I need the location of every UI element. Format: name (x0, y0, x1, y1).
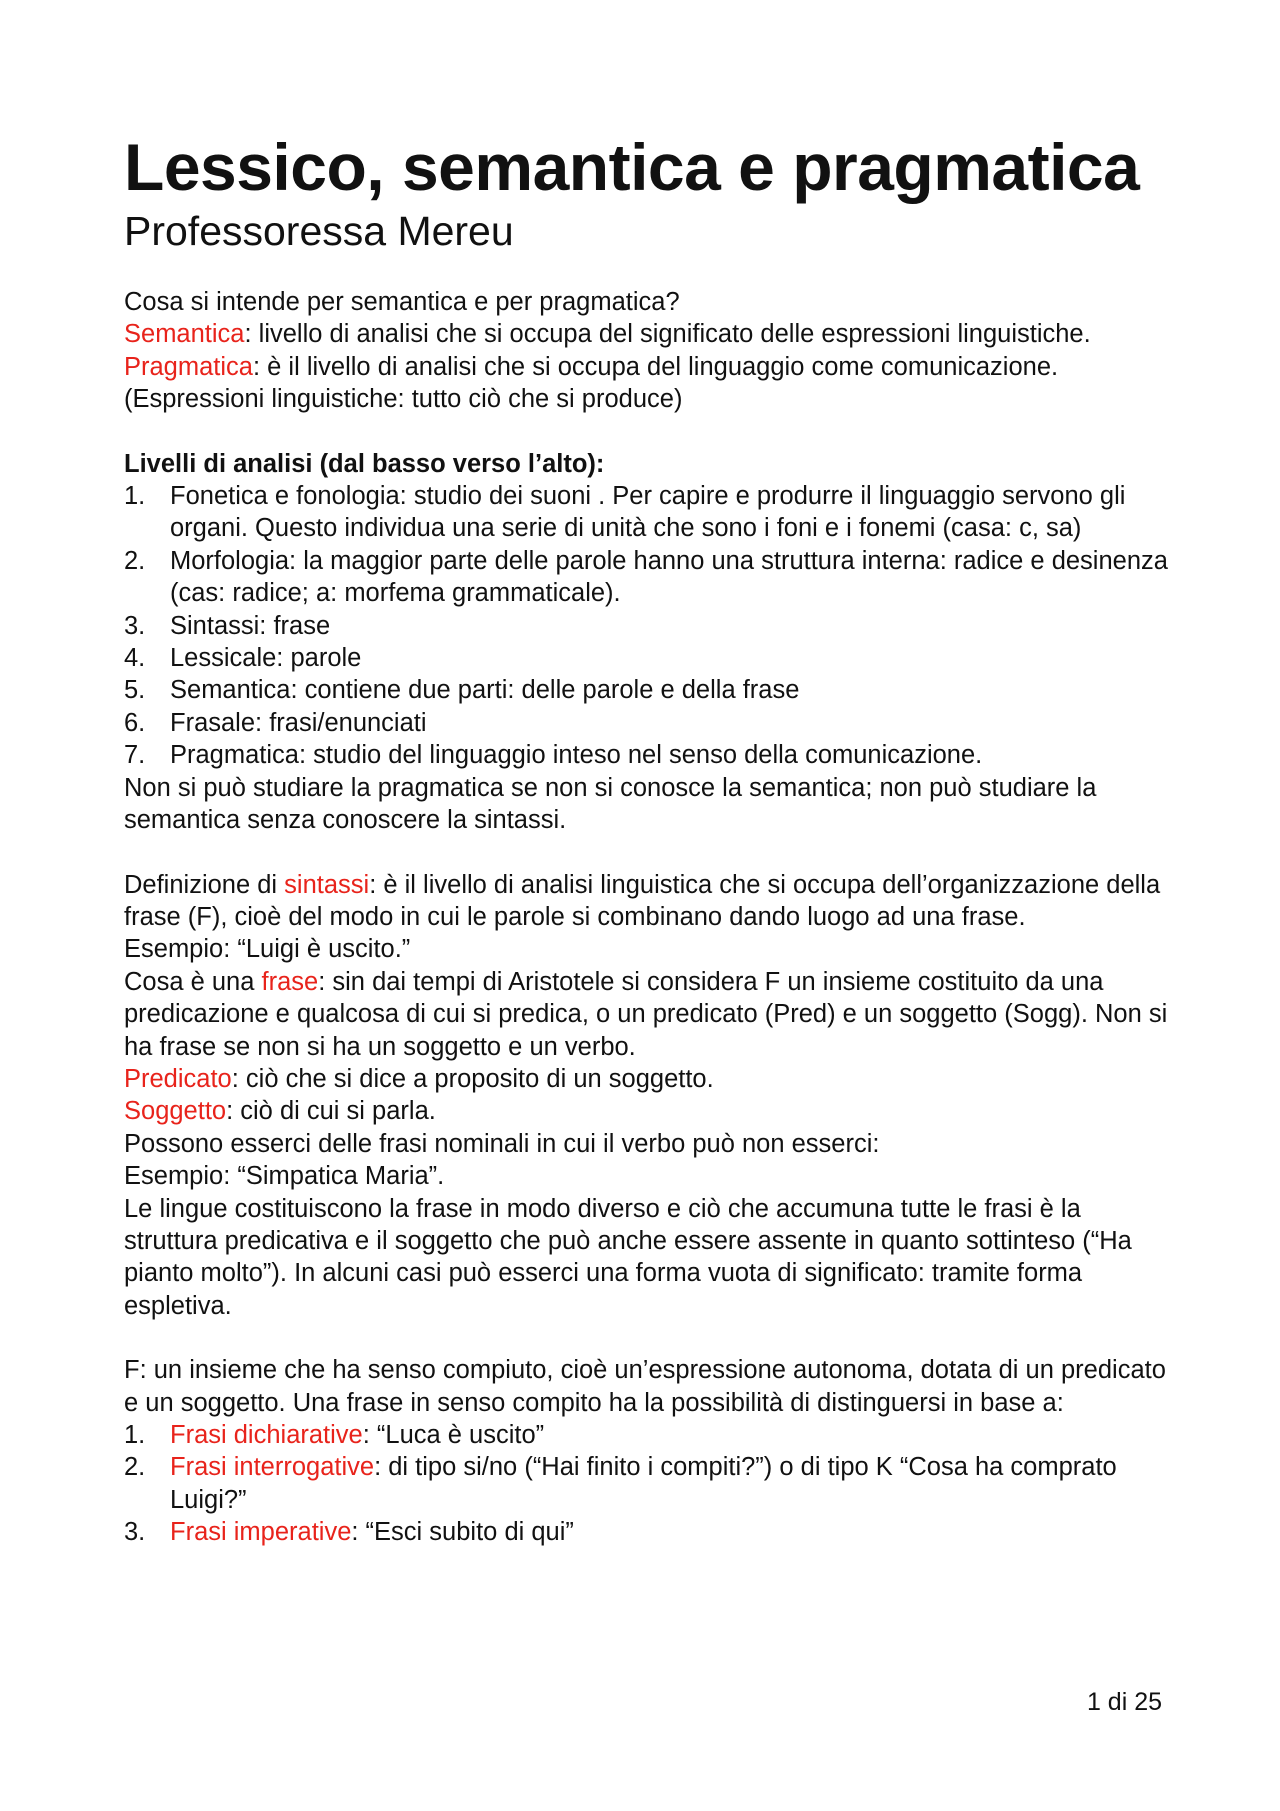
list-item: 3. Sintassi: frase (124, 611, 331, 640)
frasi-nominali: Possono esserci delle frasi nominali in cui il verbo può non esserci: (124, 1129, 880, 1158)
pragmatica-definition (124, 351, 1174, 383)
frase-definition: Cosa è una frase: sin dai tempi di Aristotele si considera F un insieme costituito da una predicazione e qualcosa di cui si predica, o un predicato (Pred) e un soggetto (Sogg). Non si ha frase se non si ha un soggetto e un verbo. (124, 967, 1168, 1061)
espressioni-note: (Espressioni linguistiche: tutto ciò che si produce) (124, 385, 683, 414)
intro-question: Cosa si intende per semantica e per pragmatica? (124, 288, 680, 316)
page-number: 1 di 25 (1086, 1688, 1162, 1716)
list-item: 5. Semantica: contiene due parti: delle parole e della frase (124, 676, 800, 705)
semantica-text: : livello di analisi che si occupa del significato delle espressioni linguistiche. (244, 320, 1091, 349)
list-item: 2. Morfologia: la maggior parte delle parole hanno una struttura interna: radice e desinenza (cas: radice; a: morfema grammaticale). (124, 546, 1168, 608)
page-content (124, 128, 1174, 1549)
example-simpatica: Esempio: “Simpatica Maria”. (124, 1162, 445, 1191)
list-item: 3. Frasi imperative: “Esci subito di qui” (124, 1518, 574, 1547)
predicato-definition: Predicato: ciò che si dice a proposito di un soggetto. (124, 1064, 714, 1093)
predicato-term: Predicato (124, 1064, 232, 1093)
soggetto-definition: Soggetto: ciò di cui si parla. (124, 1097, 436, 1126)
semantica-term: Semantica (124, 320, 245, 349)
list-item: 1. Fonetica e fonologia: studio dei suoni . Per capire e produrre il linguaggio servono gli organi. Questo individua una serie di unità che sono i foni e i fonemi (casa: c, sa) (124, 482, 1126, 543)
frasi-types-list (124, 1419, 1174, 1549)
list-item: 2. Frasi interrogative: di tipo si/no (“Hai finito i compiti?”) o di tipo K “Cosa ha comprato Luigi?” (124, 1453, 1117, 1514)
livelli-heading: Livelli di analisi (dal basso verso l’alto): (124, 449, 605, 478)
list-item: 1. Frasi dichiarative: “Luca è uscito” (124, 1421, 545, 1449)
livelli-conclusion: Non si può studiare la pragmatica se non si conosce la semantica; non può studiare la semantica senza conoscere la sintassi. (124, 773, 1097, 835)
pragmatica-term: Pragmatica (124, 352, 253, 381)
frase-term: frase (261, 967, 319, 996)
livelli-list (124, 480, 1174, 772)
f-definition: F: un insieme che ha senso compiuto, cioè un’espressione autonoma, dotata di un predicato e un soggetto. Una frase in senso compito ha la possibilità di distinguersi in base a: (124, 1356, 1166, 1417)
list-item: 4. Lessicale: parole (124, 644, 362, 673)
semantica-definition (124, 318, 1174, 350)
list-item: 7. Pragmatica: studio del linguaggio inteso nel senso della comunicazione. (124, 741, 983, 770)
lingue-paragraph: Le lingue costituiscono la frase in modo diverso e ciò che accumuna tutte le frasi è la struttura predicativa e il soggetto che può anche essere assente in quanto sottinteso (“Ha pianto molto”). In alcuni casi può esserci una forma vuota di significato: tramite forma espletiva. (124, 1194, 1132, 1320)
page-subtitle: Professoressa Mereu (124, 208, 514, 254)
example-luigi: Esempio: “Luigi è uscito.” (124, 935, 411, 964)
list-item: 6. Frasale: frasi/enunciati (124, 708, 427, 737)
page-title: Lessico, semantica e pragmatica (124, 130, 1140, 204)
sintassi-term: sintassi (284, 870, 370, 899)
sintassi-definition: Definizione di sintassi: è il livello di analisi linguistica che si occupa dell’organizzazione della frase (F), cioè del modo in cui le parole si combinano dando luogo ad una frase. (124, 870, 1161, 931)
pragmatica-text: : è il livello di analisi che si occupa del linguaggio come comunicazione. (252, 352, 1059, 381)
soggetto-term: Soggetto (124, 1097, 227, 1126)
